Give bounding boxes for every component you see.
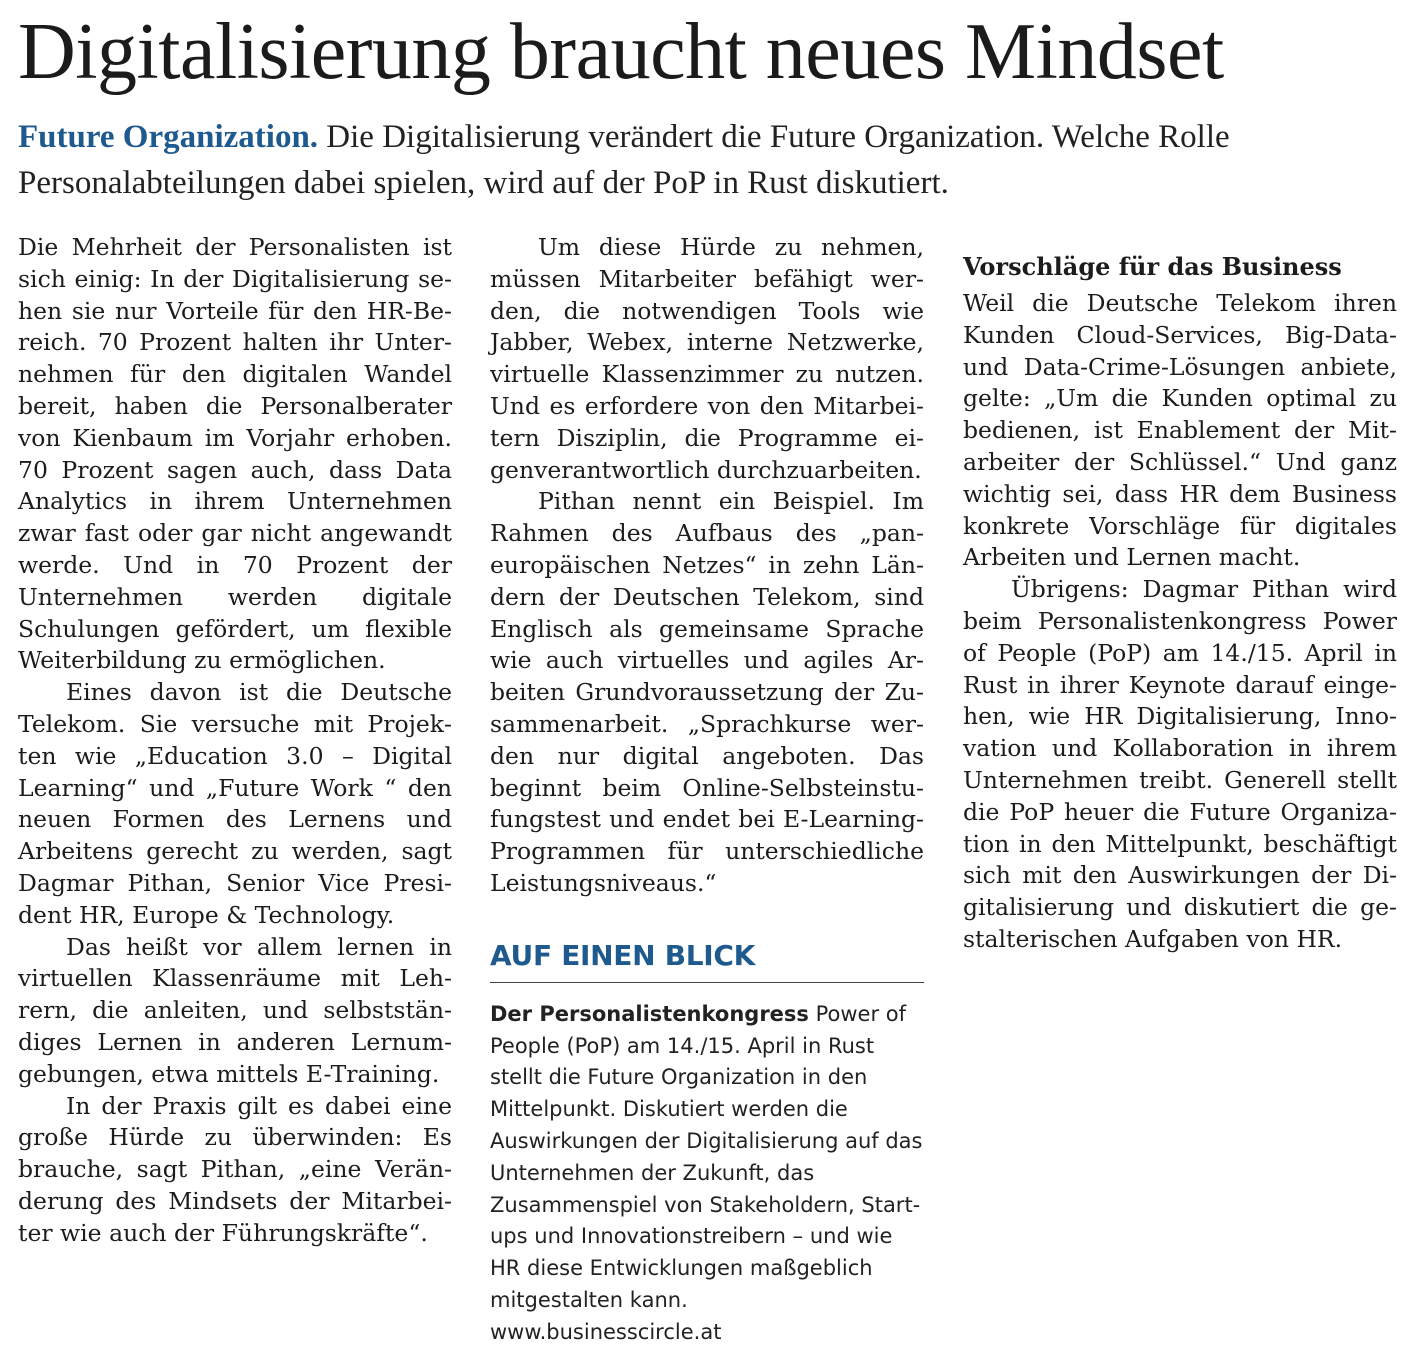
deck-kicker: Future Organization. — [18, 119, 319, 155]
paragraph-6: Pithan nennt ein Beispiel. Im Rahmen des Aufbaus des „paneuropäischen Netzes“ in zehn Ländern der Deutschen Telekom, sind Englisch als gemeinsame Sprache wie auch virtuelles und agiles Arbeiten Grundvoraussetzung der Zusammenarbeit. „Sprachkurse werden nur digital angeboten. Das beginnt beim Online-Selbsteinstufungstest und endet bei E-Learning-Programmen für unterschiedliche Leistungsniveaus.“ — [490, 487, 924, 897]
paragraph-4: In der Praxis gilt es dabei eine große Hürde zu überwinden: Es brauche, sagt Pithan, „eine Veränderung des Mindsets der Mitarbeiter wie auch der Führungskräfte“. — [18, 1091, 452, 1247]
column-1 — [18, 232, 452, 1250]
paragraph-8: Übrigens: Dagmar Pithan wird beim Personalistenkongress Power of People (PoP) am 14./15. April in Rust in ihrer Keynote darauf eingehen, wie HR Digitalisierung, Innovation und Kollaboration in ihrem Unternehmen treibt. Generell stellt die PoP heuer die Future Organization in den Mittelpunkt, beschäftigt sich mit den Auswirkungen der Digitalisierung und diskutiert die gestalterischen Aufgaben von HR. — [963, 575, 1397, 953]
column-2 — [490, 232, 924, 1349]
info-box-lead: Der Personalistenkongress — [490, 1001, 809, 1026]
paragraph-3: Das heißt vor allem lernen in virtuellen Klassenräume mit Lehrern, die anleiten, und selbstständiges Lernen in anderen Lernumgebungen, etwa mittels E-Training. — [18, 932, 452, 1088]
headline: Digitalisierung braucht neues Mindset — [18, 8, 1224, 96]
paragraph-2: Eines davon ist die Deutsche Telekom. Sie versuche mit Projekten wie „Education 3.0 – Digital Learning“ und „Future Work “ den neuen Formen des Lernens und Arbeitens gerecht zu werden, sagt Dagmar Pithan, Senior Vice President HR, Europe & Technology. — [18, 678, 452, 929]
paragraph-1: Die Mehrheit der Personalisten ist sich einig: In der Digitalisierung sehen sie nur Vorteile für den HR-Bereich. 70 Prozent halten ihr Unternehmen für den digitalen Wandel bereit, haben die Personalberater von Kienbaum im Vorjahr erhoben. 70 Prozent sagen auch, dass Data Analytics in ihrem Unternehmen zwar fast oder gar nicht angewandt werde. Und in 70 Prozent der Unternehmen werden digitale Schulungen gefördert, um flexible Weiterbildung zu ermöglichen. — [18, 233, 452, 675]
info-box-body — [490, 999, 924, 1349]
deck — [18, 114, 1398, 206]
subheading: Vorschläge für das Business — [963, 252, 1342, 281]
deck-text: Die Digitalisierung verändert die Future Organization. Welche Rolle Personalabteilungen dabei spielen, wird auf der PoP in Rust diskutiert. — [18, 119, 1230, 201]
info-box-text: Power of People (PoP) am 14./15. April in Rust stellt die Future Organization in den Mittelpunkt. Diskutiert werden die Auswirkungen der Digitalisierung auf das Unternehmen der Zukunft, das Zusammenspiel von Stakeholdern, Start-ups und Innovationstreibern – und wie HR diese Entwicklungen maßgeblich mitgestalten kann. — [490, 1001, 923, 1312]
info-box-title: AUF EINEN BLICK — [490, 938, 924, 983]
paragraph-7: Weil die Deutsche Telekom ihren Kunden Cloud-Services, Big-Data- und Data-Crime-Lösungen anbiete, gelte: „Um die Kunden optimal zu bedienen, ist Enablement der Mitarbeiter der Schlüssel.“ Und ganz wichtig sei, dass HR dem Business konkrete Vorschläge für digitales Arbeiten und Lernen macht. — [963, 289, 1397, 572]
paragraph-5: Um diese Hürde zu nehmen, müssen Mitarbeiter befähigt werden, die notwendigen Tools wie Jabber, Webex, interne Netzwerke, virtuelle Klassenzimmer zu nutzen. Und es erfordere von den Mitarbeitern Disziplin, die Programme eigenverantwortlich durchzuarbeiten. — [490, 233, 924, 484]
column-3 — [963, 232, 1397, 956]
info-box-url[interactable]: www.businesscircle.at — [490, 1319, 722, 1344]
